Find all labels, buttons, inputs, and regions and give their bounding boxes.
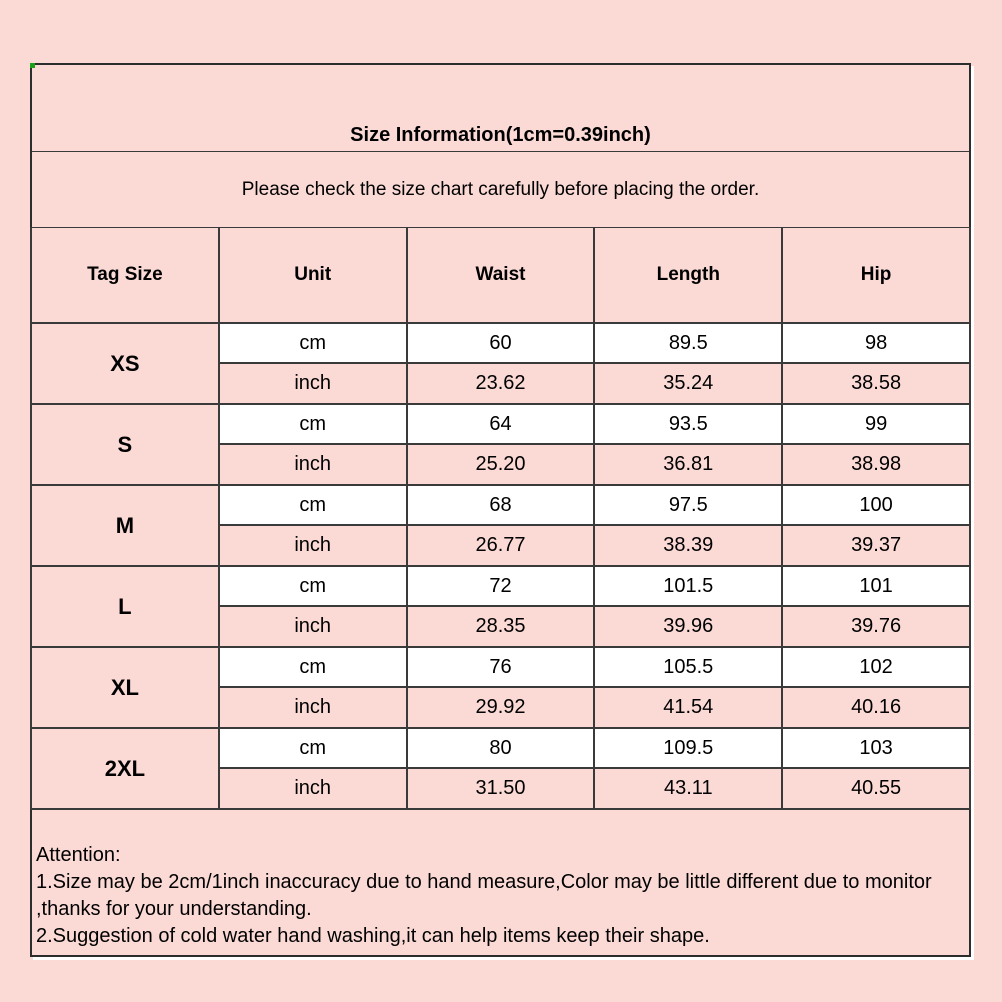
column-header-unit: Unit	[219, 228, 407, 324]
value-cell: 39.76	[782, 606, 970, 647]
unit-cell: inch	[219, 525, 407, 566]
value-cell: 25.20	[407, 444, 595, 485]
size-label: 2XL	[31, 728, 219, 809]
value-cell: 101	[782, 566, 970, 606]
corner-artifact	[30, 63, 35, 68]
value-cell: 26.77	[407, 525, 595, 566]
value-cell: 39.37	[782, 525, 970, 566]
size-label: M	[31, 485, 219, 566]
column-header-waist: Waist	[407, 228, 595, 324]
unit-cell: inch	[219, 606, 407, 647]
header-row	[31, 228, 970, 324]
table-row	[31, 728, 970, 768]
size-label: XL	[31, 647, 219, 728]
page-title: Size Information(1cm=0.39inch)	[31, 64, 970, 152]
table-row	[31, 323, 970, 363]
value-cell: 97.5	[594, 485, 782, 525]
value-cell: 100	[782, 485, 970, 525]
value-cell: 68	[407, 485, 595, 525]
column-header-length: Length	[594, 228, 782, 324]
subtitle-row	[31, 152, 970, 228]
column-header-tag-size: Tag Size	[31, 228, 219, 324]
unit-cell: inch	[219, 363, 407, 404]
value-cell: 40.16	[782, 687, 970, 728]
value-cell: 72	[407, 566, 595, 606]
attention-line: ,thanks for your understanding.	[36, 898, 312, 920]
value-cell: 89.5	[594, 323, 782, 363]
value-cell: 98	[782, 323, 970, 363]
attention-line: 2.Suggestion of cold water hand washing,it can help items keep their shape.	[36, 925, 710, 947]
value-cell: 76	[407, 647, 595, 687]
attention-note	[31, 809, 970, 956]
size-label: XS	[31, 323, 219, 404]
value-cell: 43.11	[594, 768, 782, 809]
table-row	[31, 404, 970, 444]
unit-cell: cm	[219, 323, 407, 363]
column-header-hip: Hip	[782, 228, 970, 324]
size-table	[30, 63, 971, 957]
value-cell: 105.5	[594, 647, 782, 687]
value-cell: 29.92	[407, 687, 595, 728]
value-cell: 109.5	[594, 728, 782, 768]
value-cell: 80	[407, 728, 595, 768]
value-cell: 39.96	[594, 606, 782, 647]
value-cell: 28.35	[407, 606, 595, 647]
unit-cell: cm	[219, 404, 407, 444]
unit-cell: inch	[219, 444, 407, 485]
title-row	[31, 64, 970, 152]
value-cell: 60	[407, 323, 595, 363]
unit-cell: inch	[219, 687, 407, 728]
value-cell: 38.58	[782, 363, 970, 404]
value-cell: 36.81	[594, 444, 782, 485]
value-cell: 99	[782, 404, 970, 444]
size-label: S	[31, 404, 219, 485]
unit-cell: cm	[219, 566, 407, 606]
unit-cell: cm	[219, 647, 407, 687]
attention-heading: Attention:	[36, 844, 121, 866]
size-chart-sheet	[30, 63, 971, 957]
value-cell: 64	[407, 404, 595, 444]
value-cell: 41.54	[594, 687, 782, 728]
value-cell: 103	[782, 728, 970, 768]
table-row	[31, 647, 970, 687]
size-label: L	[31, 566, 219, 647]
attention-row	[31, 809, 970, 956]
value-cell: 101.5	[594, 566, 782, 606]
value-cell: 93.5	[594, 404, 782, 444]
table-row	[31, 566, 970, 606]
unit-cell: inch	[219, 768, 407, 809]
value-cell: 38.98	[782, 444, 970, 485]
value-cell: 38.39	[594, 525, 782, 566]
unit-cell: cm	[219, 728, 407, 768]
attention-line: 1.Size may be 2cm/1inch inaccuracy due to hand measure,Color may be little different due to monitor	[36, 871, 932, 893]
value-cell: 102	[782, 647, 970, 687]
value-cell: 40.55	[782, 768, 970, 809]
table-row	[31, 485, 970, 525]
value-cell: 23.62	[407, 363, 595, 404]
value-cell: 31.50	[407, 768, 595, 809]
value-cell: 35.24	[594, 363, 782, 404]
subtitle: Please check the size chart carefully before placing the order.	[31, 152, 970, 228]
unit-cell: cm	[219, 485, 407, 525]
